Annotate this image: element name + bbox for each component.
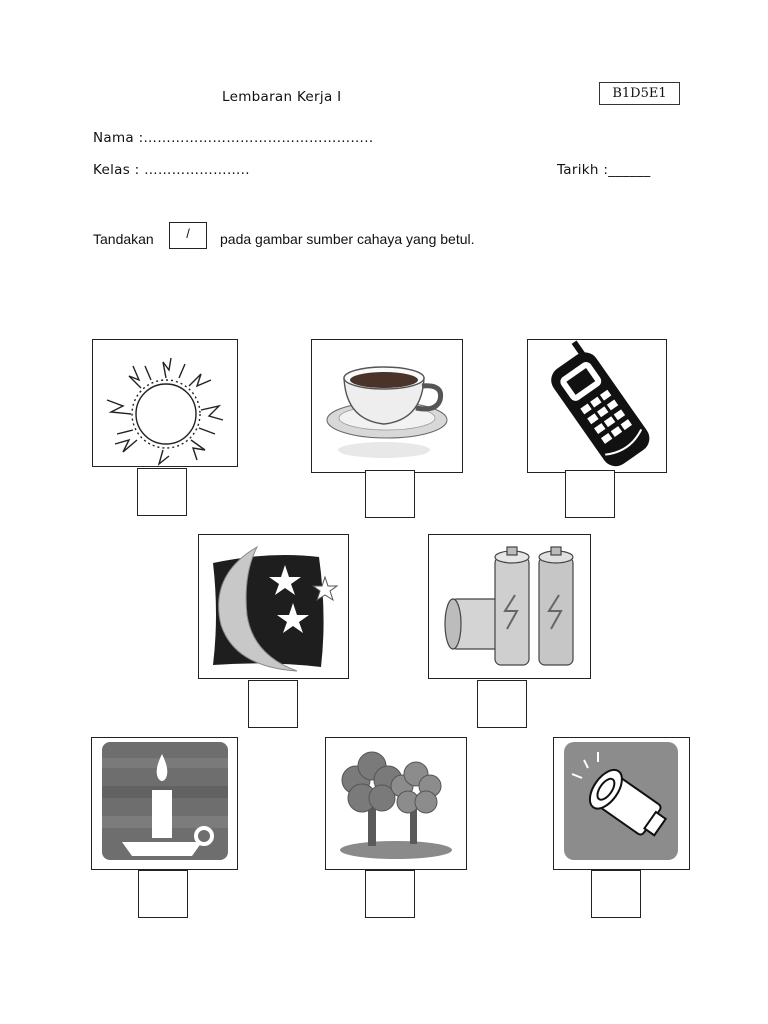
sun-icon bbox=[93, 340, 237, 466]
mobile-phone-icon bbox=[528, 340, 666, 472]
batteries-icon bbox=[429, 535, 590, 678]
instruction-prefix: Tandakan bbox=[93, 231, 154, 247]
tick-example-box: / bbox=[169, 222, 207, 249]
nama-field[interactable]: Nama :………………………………………….. bbox=[93, 130, 374, 146]
answer-box-trees[interactable] bbox=[365, 870, 415, 918]
picture-moon-stars bbox=[198, 534, 349, 679]
picture-coffee-cup bbox=[311, 339, 463, 473]
answer-box-mobile-phone[interactable] bbox=[565, 470, 615, 518]
trees-icon bbox=[326, 738, 466, 869]
picture-flashlight bbox=[553, 737, 690, 870]
answer-box-candle[interactable] bbox=[138, 870, 188, 918]
answer-box-flashlight[interactable] bbox=[591, 870, 641, 918]
picture-batteries bbox=[428, 534, 591, 679]
picture-trees bbox=[325, 737, 467, 870]
picture-candle bbox=[91, 737, 238, 870]
candle-icon bbox=[92, 738, 237, 869]
answer-box-moon-stars[interactable] bbox=[248, 680, 298, 728]
answer-box-coffee-cup[interactable] bbox=[365, 470, 415, 518]
answer-box-batteries[interactable] bbox=[477, 680, 527, 728]
worksheet-code-box: B1D5E1 bbox=[599, 82, 680, 105]
instruction-text: pada gambar sumber cahaya yang betul. bbox=[220, 231, 475, 247]
picture-sun bbox=[92, 339, 238, 467]
coffee-cup-icon bbox=[312, 340, 462, 472]
kelas-field[interactable]: Kelas : ………………….. bbox=[93, 162, 250, 178]
moon-stars-icon bbox=[199, 535, 348, 678]
answer-box-sun[interactable] bbox=[137, 468, 187, 516]
worksheet-title: Lembaran Kerja I bbox=[222, 89, 342, 105]
tarikh-field[interactable]: Tarikh :______ bbox=[557, 162, 651, 178]
flashlight-icon bbox=[554, 738, 689, 869]
picture-mobile-phone bbox=[527, 339, 667, 473]
